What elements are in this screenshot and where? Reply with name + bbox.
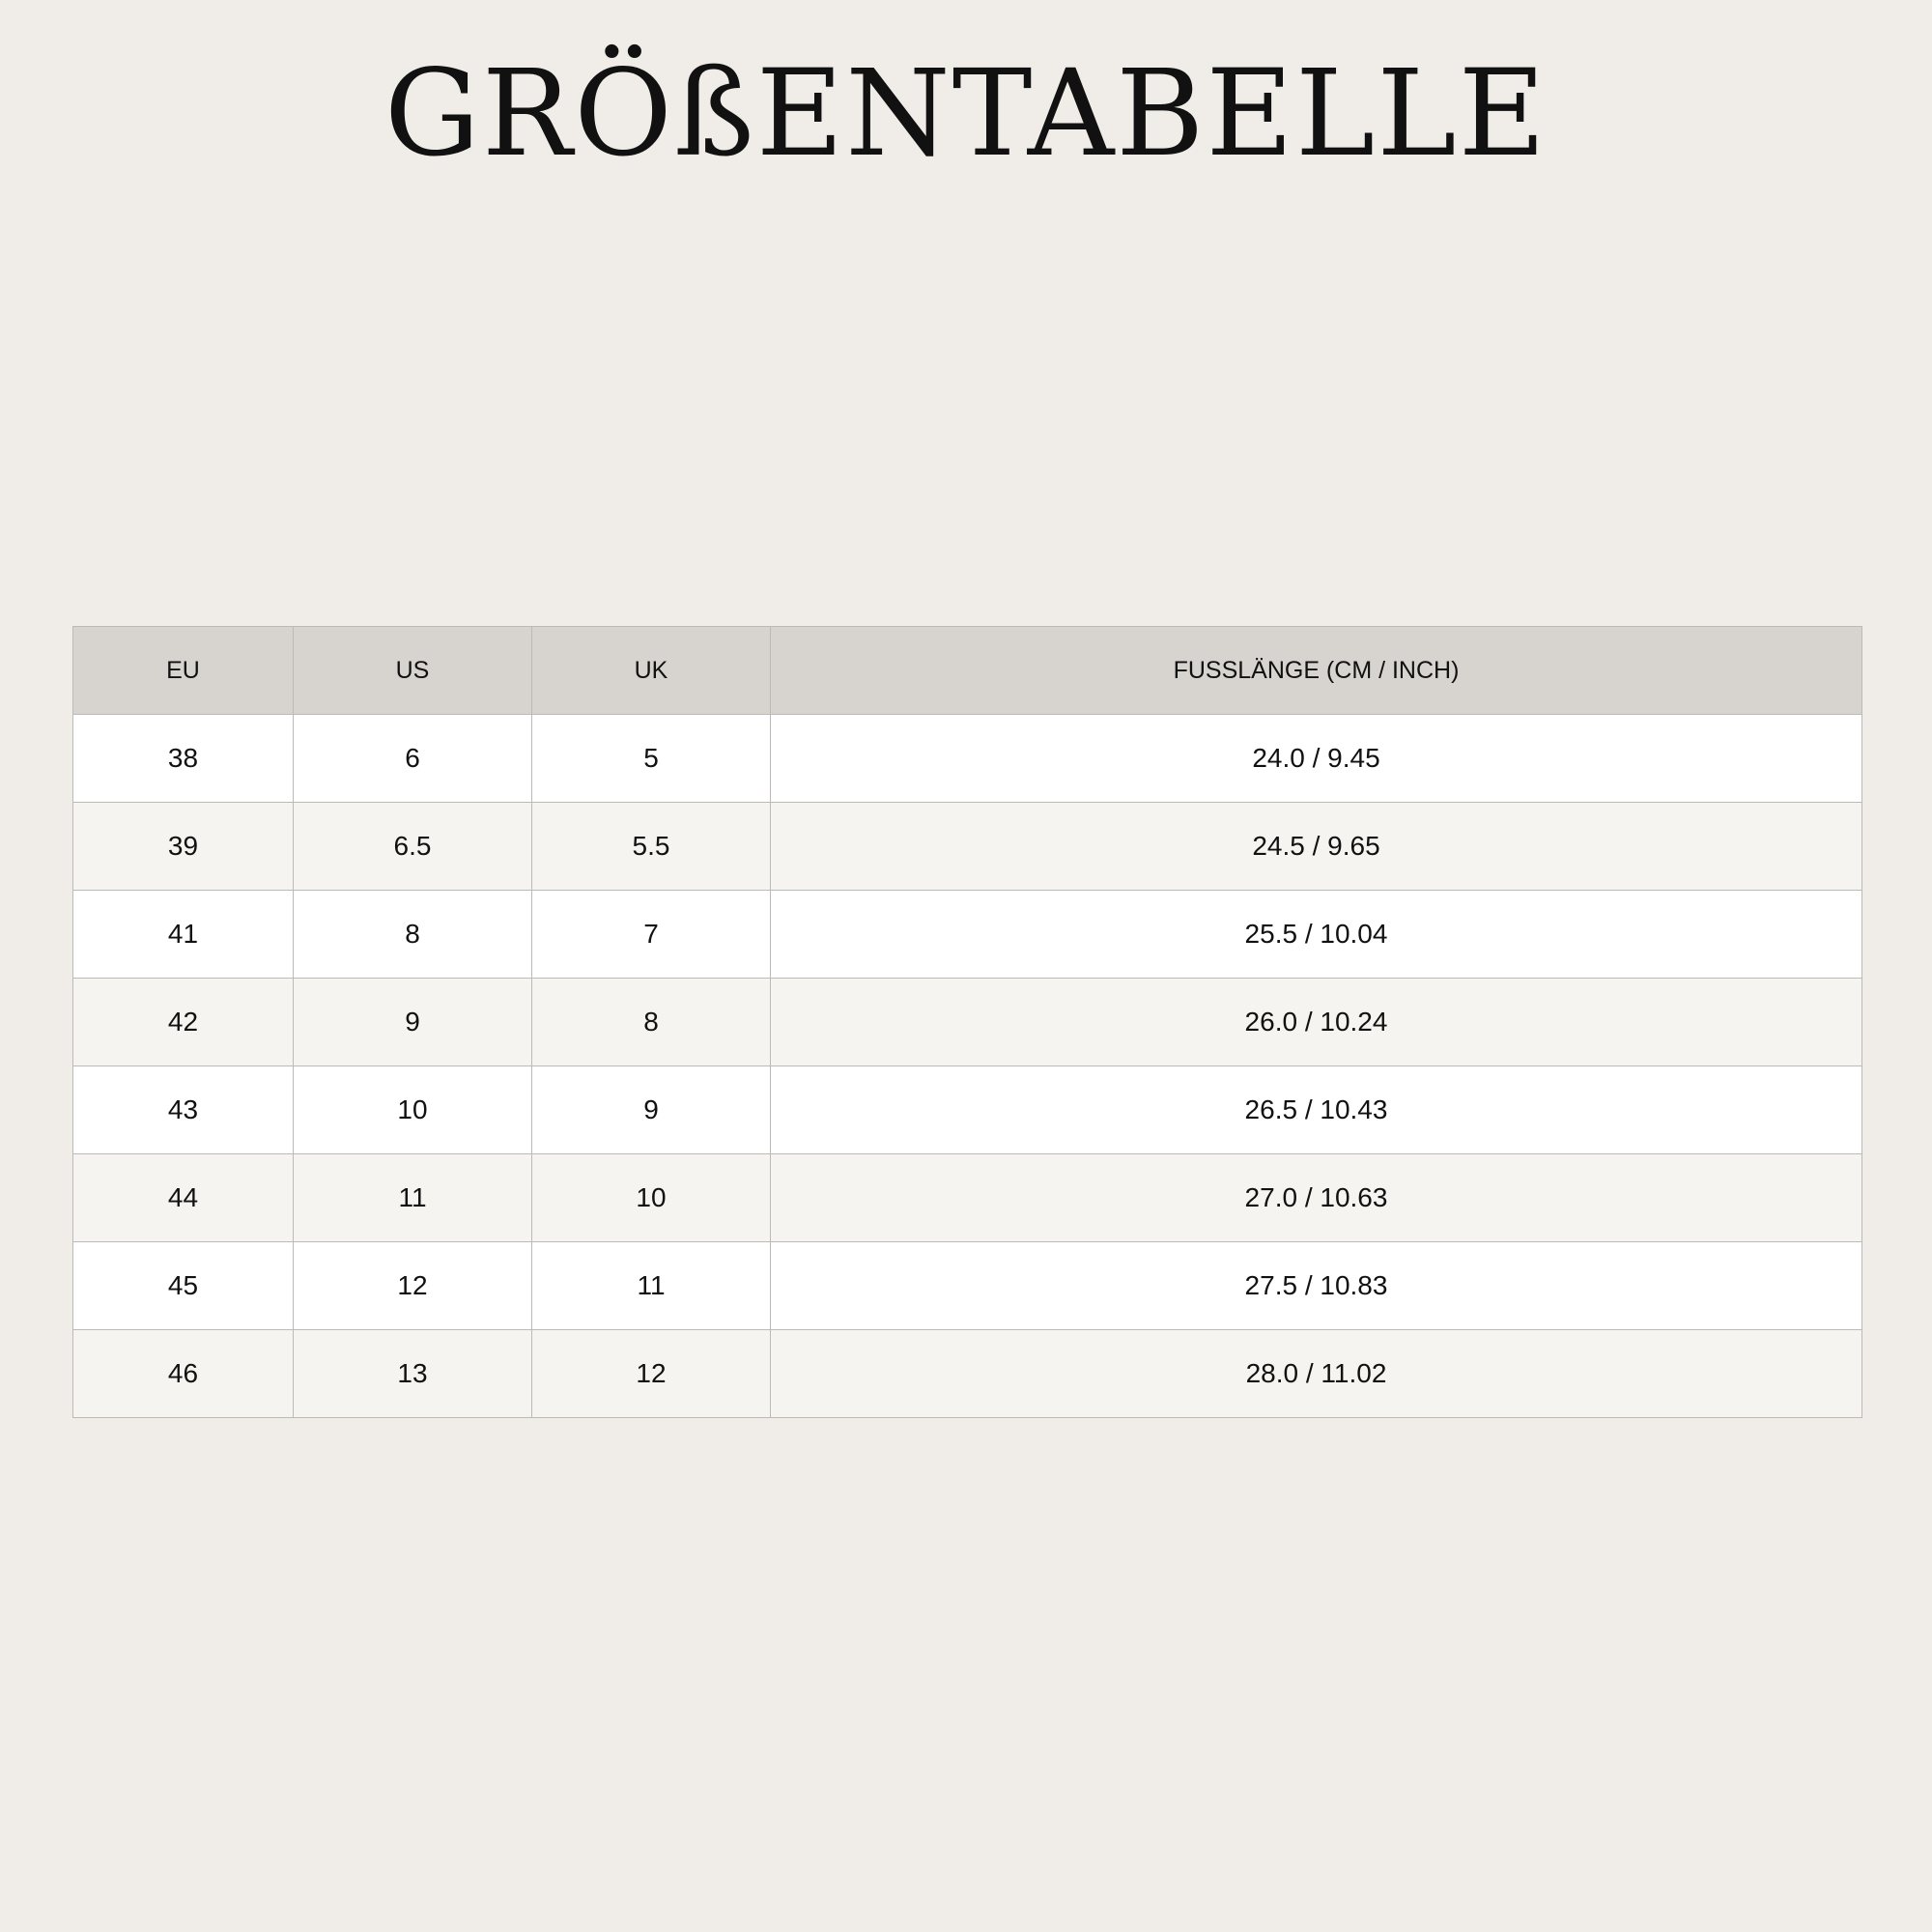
column-header-eu: EU [73, 627, 294, 715]
table-row [73, 715, 1862, 803]
page-title: GRÖßENTABELLE [384, 44, 1548, 184]
cell-eu: 44 [73, 1154, 294, 1242]
cell-us: 13 [294, 1330, 532, 1418]
cell-foot-length: 26.0 / 10.24 [771, 979, 1862, 1066]
cell-uk: 8 [532, 979, 771, 1066]
table-row [73, 803, 1862, 891]
cell-eu: 45 [73, 1242, 294, 1330]
cell-uk: 11 [532, 1242, 771, 1330]
cell-uk: 5.5 [532, 803, 771, 891]
cell-foot-length: 27.5 / 10.83 [771, 1242, 1862, 1330]
column-header-foot-length: FUSSLÄNGE (CM / INCH) [771, 627, 1862, 715]
cell-uk: 5 [532, 715, 771, 803]
column-header-us: US [294, 627, 532, 715]
table-row [73, 1154, 1862, 1242]
cell-foot-length: 27.0 / 10.63 [771, 1154, 1862, 1242]
cell-us: 11 [294, 1154, 532, 1242]
cell-eu: 39 [73, 803, 294, 891]
cell-eu: 38 [73, 715, 294, 803]
table-row [73, 979, 1862, 1066]
cell-us: 6.5 [294, 803, 532, 891]
cell-eu: 46 [73, 1330, 294, 1418]
size-chart-table [72, 626, 1862, 1418]
cell-uk: 12 [532, 1330, 771, 1418]
cell-uk: 7 [532, 891, 771, 979]
cell-uk: 10 [532, 1154, 771, 1242]
table-row [73, 1330, 1862, 1418]
cell-us: 8 [294, 891, 532, 979]
table-header-row [73, 627, 1862, 715]
table-row [73, 1066, 1862, 1154]
cell-us: 6 [294, 715, 532, 803]
table-row [73, 891, 1862, 979]
cell-us: 9 [294, 979, 532, 1066]
cell-us: 12 [294, 1242, 532, 1330]
cell-eu: 41 [73, 891, 294, 979]
cell-eu: 43 [73, 1066, 294, 1154]
cell-us: 10 [294, 1066, 532, 1154]
cell-eu: 42 [73, 979, 294, 1066]
column-header-uk: UK [532, 627, 771, 715]
cell-foot-length: 25.5 / 10.04 [771, 891, 1862, 979]
table-row [73, 1242, 1862, 1330]
cell-foot-length: 26.5 / 10.43 [771, 1066, 1862, 1154]
cell-foot-length: 24.5 / 9.65 [771, 803, 1862, 891]
cell-foot-length: 24.0 / 9.45 [771, 715, 1862, 803]
cell-foot-length: 28.0 / 11.02 [771, 1330, 1862, 1418]
cell-uk: 9 [532, 1066, 771, 1154]
